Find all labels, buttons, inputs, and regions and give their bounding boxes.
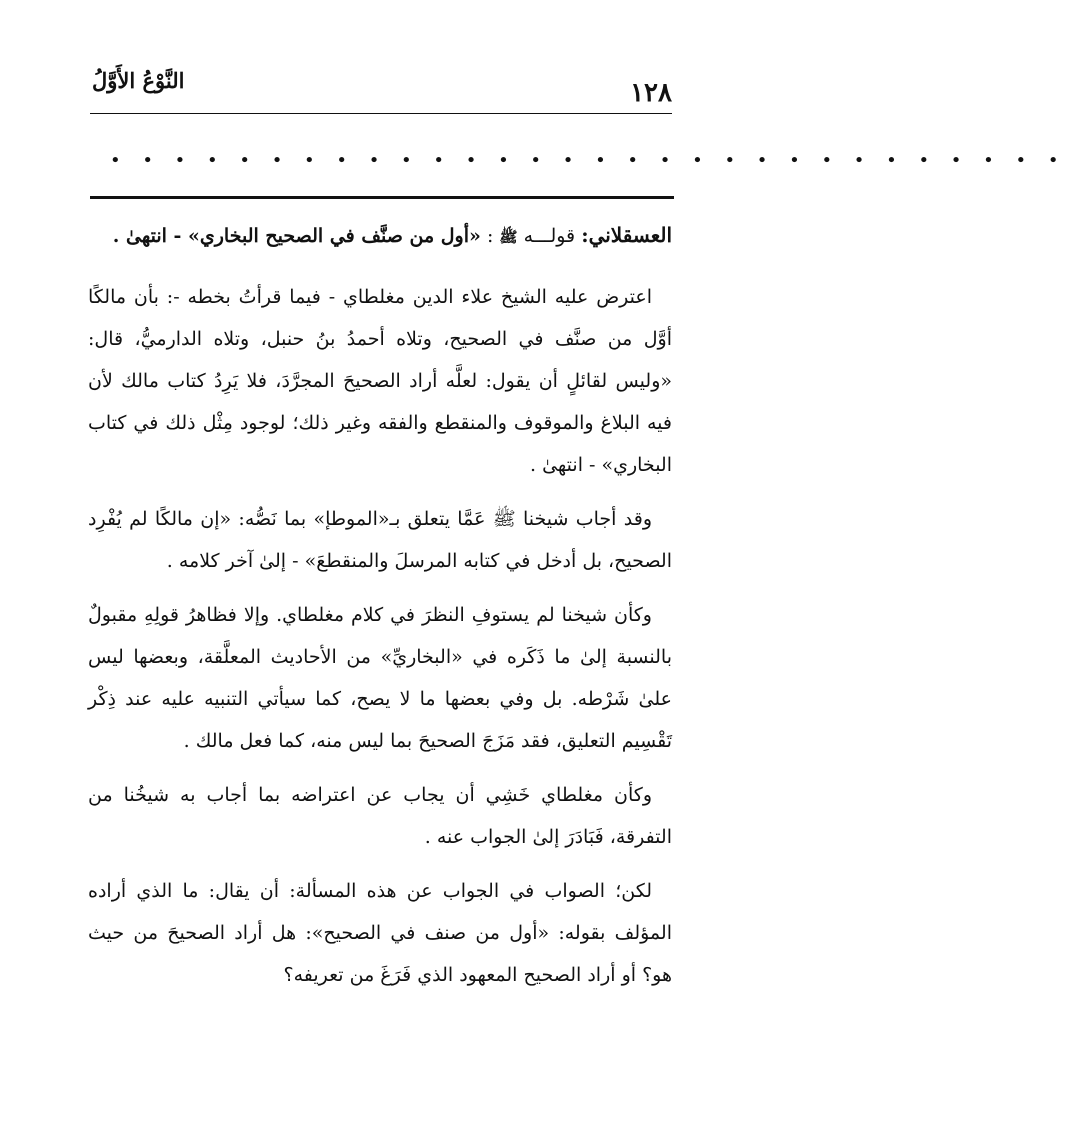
chapter-title: النَّوْعُ الأَوَّلُ	[92, 68, 185, 93]
quoted-statement: «أول من صنَّف في الصحيح البخاري» - انتهىٰ .	[112, 225, 481, 247]
paragraph-reply: وقد أجاب شيخنا ﷺ عَمَّا يتعلق بـ«الموطإ» بما نَصُّه: «إن مالكًا لم يُفْرِد الصحيح، بل أدخل في كتابه المرسلَ والمنقطعَ» - إلىٰ آخر كلامه .	[88, 508, 672, 572]
honorific-symbol: ﷺ	[499, 228, 518, 246]
main-text	[88, 214, 672, 1008]
say-colon: :	[486, 225, 494, 247]
say-word: قولـــه	[523, 225, 576, 247]
section-divider	[90, 196, 674, 199]
paragraph-answer: لكن؛ الصواب في الجواب عن هذه المسألة: أن يقال: ما الذي أراده المؤلف بقوله: «أول من صنف في الصحيح»: هل أراد الصحيحَ من حيث هو؟ أو أراد الصحيح المعهود الذي فَرَغَ من تعريفه؟	[88, 880, 672, 986]
paragraph-assessment: وكأن شيخنا لم يستوفِ النظرَ في كلام مغلطاي. وإلا فظاهرُ قولِهِ مقبولٌ بالنسبة إلىٰ ما ذَكَره في «البخاريِّ» من الأحاديث المعلَّقة، وبعضها ليس علىٰ شَرْطه. بل وفي بعضها ما لا يصح، كما سيأتي التنبيه عليه عند ذِكْر تَقْسِيم التعليق، فقد مَزَجَ الصحيحَ بما ليس منه، كما فعل مالك .	[88, 604, 672, 752]
page-header	[92, 64, 672, 108]
header-divider	[90, 113, 672, 114]
page-number: ١٢٨	[630, 78, 672, 108]
paragraph-anticipation: وكأن مغلطاي خَشِي أن يجاب عن اعتراضه بما أجاب به شيخُنا من التفرقة، فَبَادَرَ إلىٰ الجواب عنه .	[88, 784, 672, 848]
separator-dots: • • • • • • • • • • • • • • • • • • • • • • • • • • • • • •	[110, 150, 1066, 171]
commentator-label: العسقلاني:	[581, 223, 672, 247]
paragraph-objection: اعترض عليه الشيخ علاء الدين مغلطاي - فيما قرأتُ بخطه -: بأن مالكًا أوَّل من صنَّف في الصحيح، وتلاه أحمدُ بنُ حنبل، وتلاه الدارميُّ، قال: «وليس لقائلٍ أن يقول: لعلَّه أراد الصحيحَ المجرَّدَ، فلا يَرِدُ كتاب مالك لأن فيه البلاغ والموقوف والمنقطع والفقه وغير ذلك؛ لوجود مِثْل ذلك في كتاب البخاري» - انتهىٰ .	[88, 286, 672, 476]
entry-heading	[88, 214, 672, 258]
